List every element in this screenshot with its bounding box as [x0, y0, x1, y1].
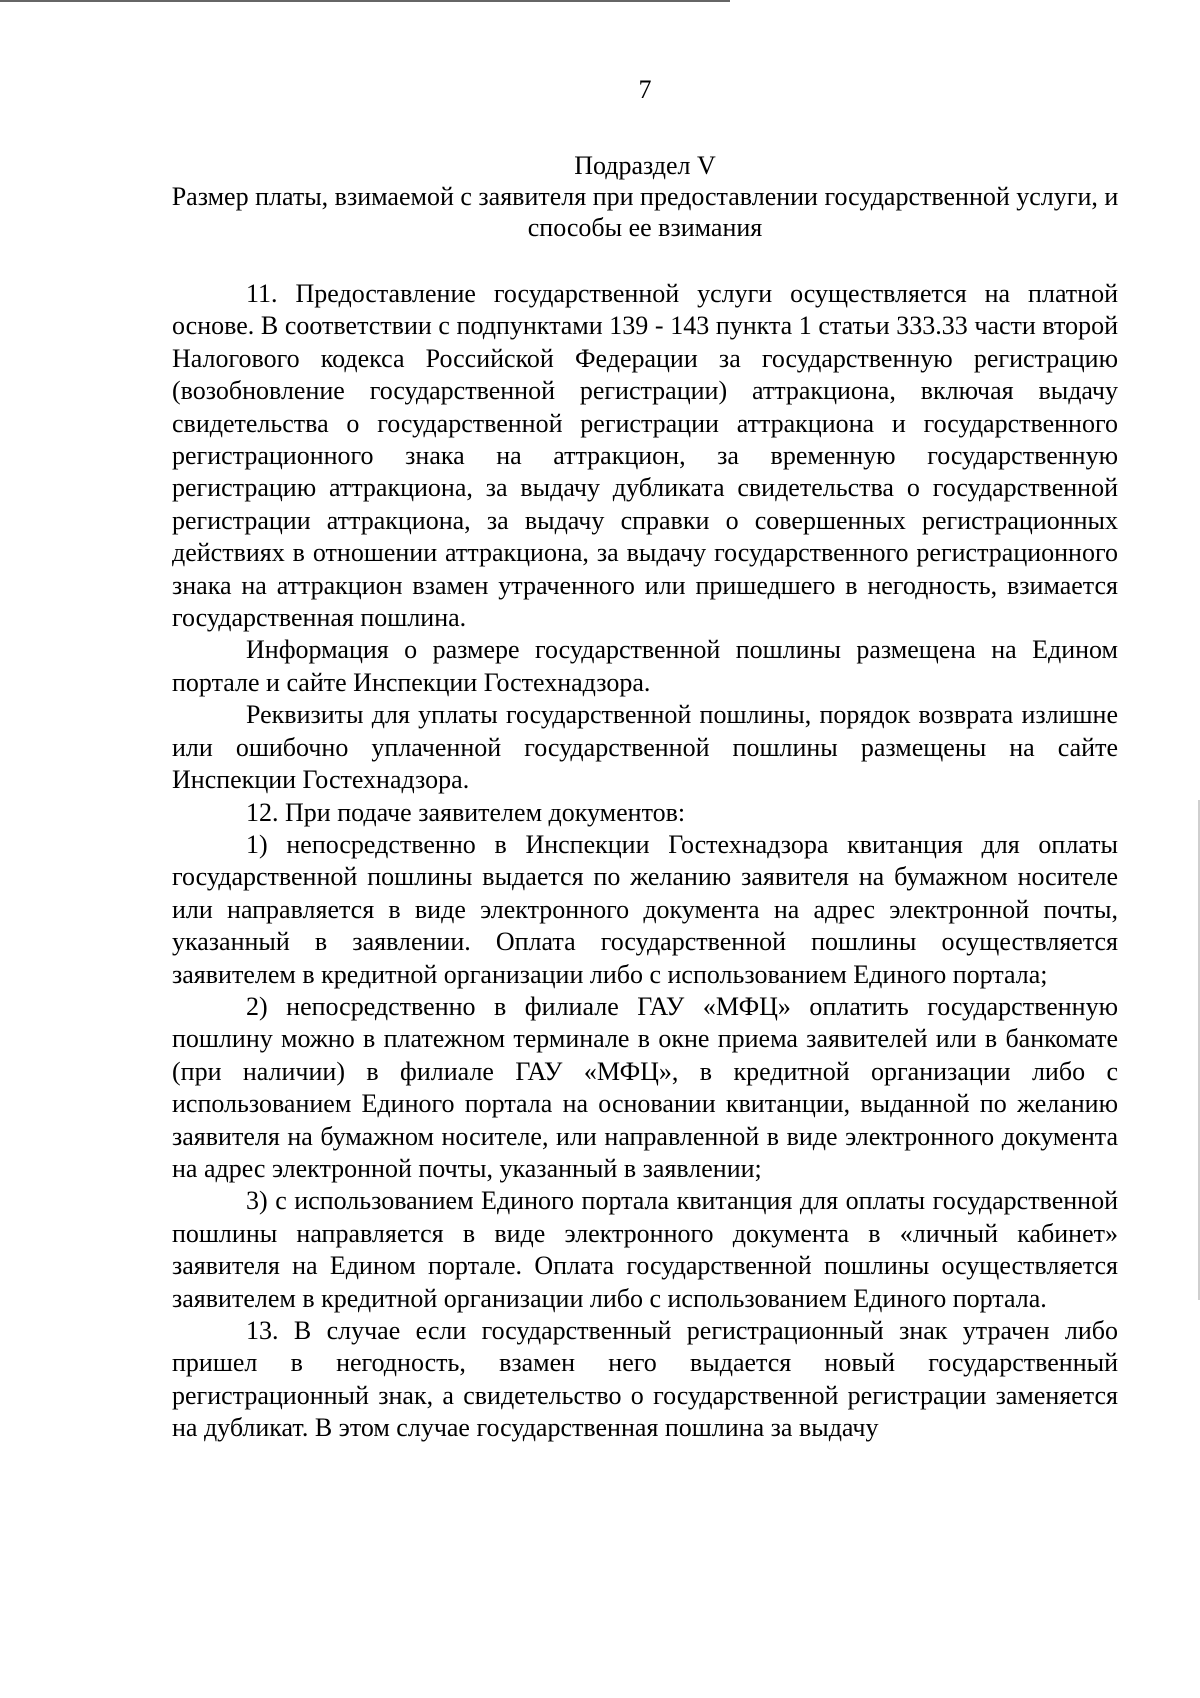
paragraph-payment-details: Реквизиты для уплаты государственной пошлины, порядок возврата излишне или ошибочно уплаченной государственной пошлины размещены на сайте Инспекции Гостехнадзора.	[172, 700, 1118, 795]
paragraph-12-item-1: 1) непосредственно в Инспекции Гостехнадзора квитанция для оплаты государственной пошлины выдается по желанию заявителя на бумажном носителе или направляется в виде электронного документа на адрес электронной почты, указанный в заявлении. Оплата государственной пошлины осуществляется заявителем в кредитной организации либо с использованием Единого портала;	[172, 829, 1118, 989]
section-heading	[170, 150, 1120, 243]
paragraph-13: 13. В случае если государственный регистрационный знак утрачен либо пришел в негодность, взамен него выдается новый государственный регистрационный знак, а свидетельство о государственной регистрации заменяется на дубликат. В этом случае государственная пошлина за выдачу	[172, 1316, 1118, 1443]
paragraph-fee-info: Информация о размере государственной пошлины размещена на Едином портале и сайте Инспекции Гостехнадзора.	[172, 635, 1118, 697]
page-number: 7	[638, 75, 652, 104]
document-body	[172, 278, 1118, 1445]
subsection-title: Подраздел V	[574, 151, 716, 180]
paragraph-12: 12. При подаче заявителем документов:	[246, 797, 686, 827]
paragraph-11: 11. Предоставление государственной услуги осуществляется на платной основе. В соответствии с подпунктами 139 - 143 пункта 1 статьи 333.33 части второй Налогового кодекса Российской Федерации за государственную регистрацию (возобновление государственной регистрации) аттракциона, включая выдачу свидетельства о государственной регистрации аттракциона и государственного регистрационного знака на аттракцион, за временную государственную регистрацию аттракциона, за выдачу дубликата свидетельства о государственной регистрации аттракциона, за выдачу справки о совершенных регистрационных действиях в отношении аттракциона, за выдачу государственного регистрационного знака на аттракцион взамен утраченного или пришедшего в негодность, взимается государственная пошлина.	[172, 279, 1118, 633]
scan-border-line	[0, 0, 730, 2]
paragraph-12-item-2: 2) непосредственно в филиале ГАУ «МФЦ» оплатить государственную пошлину можно в платежном терминале в окне приема заявителей или в банкомате (при наличии) в филиале ГАУ «МФЦ», в кредитной организации либо с использованием Единого портала на основании квитанции, выданной по желанию заявителя на бумажном носителе, или направленной в виде электронного документа на адрес электронной почты, указанный в заявлении;	[172, 991, 1118, 1183]
paragraph-12-item-3: 3) с использованием Единого портала квитанция для оплаты государственной пошлины направляется в виде электронного документа в «личный кабинет» заявителя на Едином портале. Оплата государственной пошлины осуществляется заявителем в кредитной организации либо с использованием Единого портала.	[172, 1186, 1118, 1313]
subsection-subtitle: Размер платы, взимаемой с заявителя при предоставлении государственной услуги, и способы ее взимания	[171, 182, 1119, 242]
